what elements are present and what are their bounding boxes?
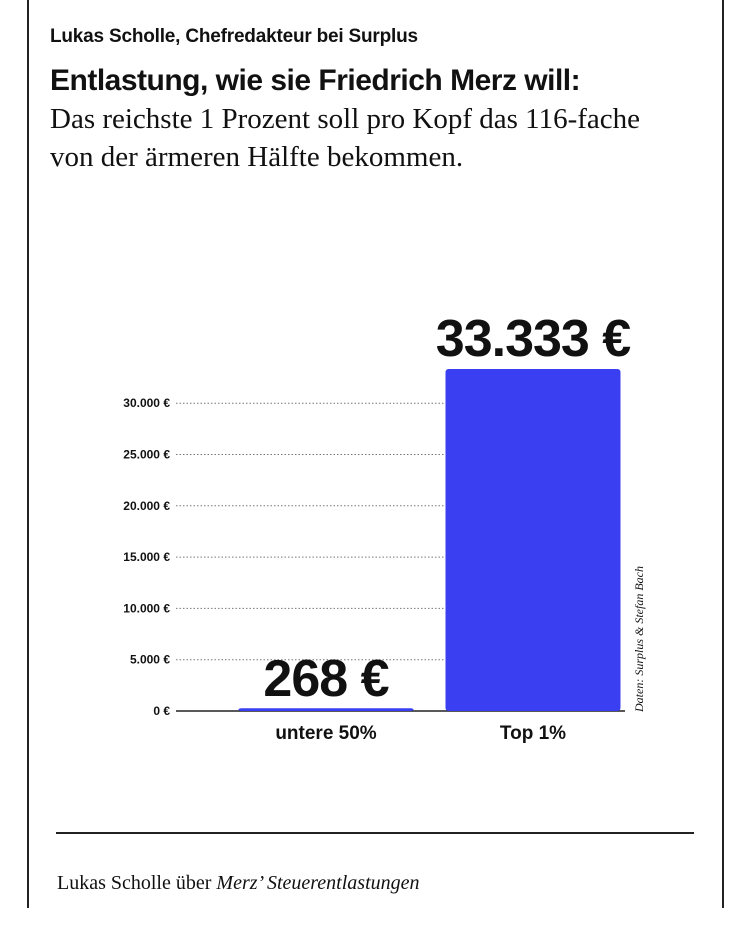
caption xyxy=(57,872,420,895)
bar-value-label: 268 € xyxy=(263,650,389,708)
x-category-label: untere 50% xyxy=(275,723,377,744)
source-note: Daten: Surplus & Stefan Bach xyxy=(632,566,646,712)
y-tick-label: 30.000 € xyxy=(123,396,170,411)
y-tick-label: 25.000 € xyxy=(123,447,170,462)
divider-rule xyxy=(56,832,694,834)
bar-value-label: 33.333 € xyxy=(435,310,631,368)
caption-prefix: Lukas Scholle über xyxy=(57,872,212,894)
y-tick-label: 5.000 € xyxy=(129,652,170,667)
bar xyxy=(239,708,414,711)
x-category-label: Top 1% xyxy=(499,723,567,744)
y-tick-label: 20.000 € xyxy=(123,498,170,513)
author-line: Lukas Scholle, Chefredakteur bei Surplus xyxy=(50,26,418,47)
caption-italic: Merz’ Steuerentlastungen xyxy=(216,872,420,894)
headline: Entlastung, wie sie Friedrich Merz will: xyxy=(50,64,581,97)
y-tick-label: 15.000 € xyxy=(123,550,170,565)
y-tick-label: 10.000 € xyxy=(123,601,170,616)
deck-text: Das reichste 1 Prozent soll pro Kopf das 116-fache von der ärmeren Hälfte bekommen. xyxy=(50,103,641,173)
bar xyxy=(446,369,621,711)
y-tick-label: 0 € xyxy=(153,704,170,718)
